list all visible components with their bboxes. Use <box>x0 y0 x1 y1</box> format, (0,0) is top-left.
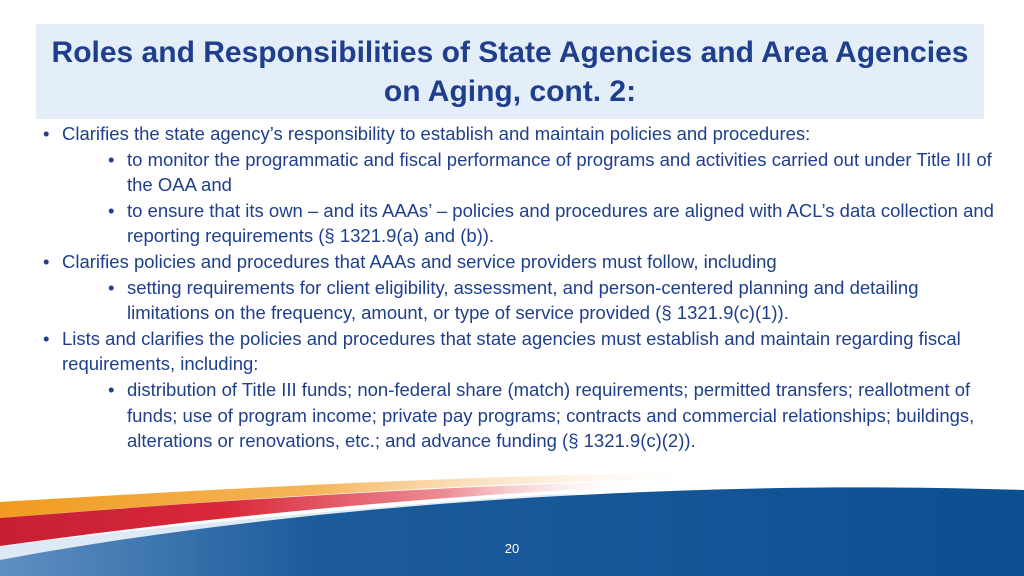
sub-bullet-list <box>62 275 1000 326</box>
bullet-list <box>40 121 1000 454</box>
sub-bullet-list <box>62 377 1000 454</box>
sub-bullet-item <box>62 275 1000 326</box>
bullet-item <box>40 326 1000 454</box>
footer-swoosh-graphic <box>0 460 1024 576</box>
sub-bullet-text: to monitor the programmatic and fiscal performance of programs and activities carried out under Title III of the OAA and <box>127 148 992 196</box>
sub-bullet-marker: • <box>108 378 115 400</box>
sub-bullet-marker: • <box>108 276 115 298</box>
sub-bullet-list <box>62 147 1000 249</box>
sub-bullet-marker: • <box>108 199 115 221</box>
bullet-marker: • <box>43 327 50 349</box>
sub-bullet-item <box>62 377 1000 454</box>
bullet-text: Clarifies policies and procedures that AAAs and service providers must follow, including <box>62 250 777 272</box>
sub-bullet-item <box>62 147 1000 198</box>
title-banner <box>36 24 984 119</box>
sub-bullet-text: setting requirements for client eligibility, assessment, and person-centered planning and detailing limitations on the frequency, amount, or type of service provided (§ 1321.9(c)(1)). <box>127 276 919 324</box>
sub-bullet-marker: • <box>108 148 115 170</box>
slide-body <box>40 121 1000 454</box>
page-number: 20 <box>504 541 520 556</box>
bullet-item <box>40 249 1000 326</box>
bullet-text: Clarifies the state agency’s responsibility to establish and maintain policies and procedures: <box>62 123 811 144</box>
sub-bullet-item <box>62 198 1000 249</box>
bullet-item <box>40 121 1000 249</box>
bullet-marker: • <box>43 123 50 144</box>
bullet-marker: • <box>43 250 50 272</box>
slide-title: Roles and Responsibilities of State Agencies and Area Agencies on Aging, cont. 2: <box>51 35 969 108</box>
sub-bullet-text: to ensure that its own – and its AAAs’ – policies and procedures are aligned with ACL’s data collection and reporting requirements (§ 1321.9(a) and (b)). <box>127 199 994 247</box>
bullet-text: Lists and clarifies the policies and procedures that state agencies must establish and maintain regarding fiscal requirements, including: <box>62 327 961 375</box>
sub-bullet-text: distribution of Title III funds; non-federal share (match) requirements; permitted transfers; reallotment of funds; use of program income; private pay programs; contracts and commercial relationships; buildings, alterations or renovations, etc.; and advance funding (§ 1321.9(c)(2)). <box>127 378 975 452</box>
